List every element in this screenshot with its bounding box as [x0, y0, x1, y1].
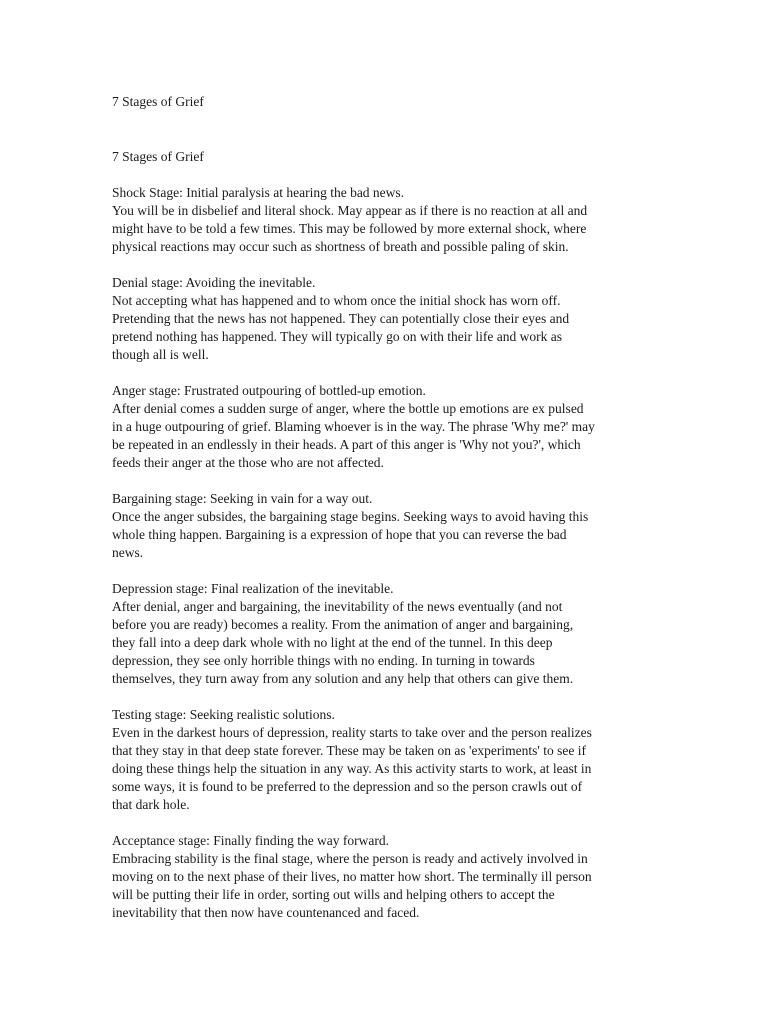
body-line: Even in the darkest hours of depression, reality starts to take over and the person realizes — [112, 725, 592, 740]
section-body — [112, 400, 652, 472]
body-line: inevitability that then now have countenanced and faced. — [112, 905, 420, 920]
document-heading: 7 Stages of Grief — [112, 149, 204, 164]
body-line: After denial comes a sudden surge of anger, where the bottle up emotions are ex pulsed — [112, 401, 584, 416]
section-shock — [112, 184, 652, 256]
body-line: After denial, anger and bargaining, the inevitability of the news eventually (and not — [112, 599, 563, 614]
body-line: doing these things help the situation in any way. As this activity starts to work, at least in — [112, 761, 592, 776]
section-body — [112, 202, 652, 256]
section-title: Shock Stage: Initial paralysis at hearing the bad news. — [112, 185, 405, 200]
section-depression — [112, 580, 652, 688]
section-denial — [112, 274, 652, 364]
section-anger — [112, 382, 652, 472]
document-page — [112, 93, 652, 922]
body-line: might have to be told a few times. This may be followed by more external shock, where — [112, 221, 587, 236]
body-line: Once the anger subsides, the bargaining stage begins. Seeking ways to avoid having this — [112, 509, 589, 524]
body-line: in a huge outpouring of grief. Blaming whoever is in the way. The phrase 'Why me?' may — [112, 419, 595, 434]
body-line: be repeated in an endlessly in their heads. A part of this anger is 'Why not you?', which — [112, 437, 581, 452]
body-line: pretend nothing has happened. They will typically go on with their life and work as — [112, 329, 563, 344]
document-title: 7 Stages of Grief — [112, 94, 204, 109]
section-acceptance — [112, 832, 652, 922]
body-line: depression, they see only horrible things with no ending. In turning in towards — [112, 653, 535, 668]
body-line: Not accepting what has happened and to whom once the initial shock has worn off. — [112, 293, 561, 308]
body-line: news. — [112, 545, 144, 560]
body-line: physical reactions may occur such as shortness of breath and possible paling of skin. — [112, 239, 569, 254]
body-line: some ways, it is found to be preferred to the depression and so the person crawls out of — [112, 779, 583, 794]
body-line: Embracing stability is the final stage, where the person is ready and actively involved in — [112, 851, 588, 866]
section-body — [112, 508, 652, 562]
section-body — [112, 598, 652, 688]
section-bargaining — [112, 490, 652, 562]
body-line: Pretending that the news has not happened. They can potentially close their eyes and — [112, 311, 570, 326]
section-title: Testing stage: Seeking realistic solutions. — [112, 707, 335, 722]
body-line: though all is well. — [112, 347, 209, 362]
section-title: Denial stage: Avoiding the inevitable. — [112, 275, 316, 290]
body-line: themselves, they turn away from any solution and any help that others can give them. — [112, 671, 574, 686]
section-body — [112, 292, 652, 364]
body-line: will be putting their life in order, sorting out wills and helping others to accept the — [112, 887, 555, 902]
body-line: they fall into a deep dark whole with no light at the end of the tunnel. In this deep — [112, 635, 553, 650]
body-line: before you are ready) becomes a reality. From the animation of anger and bargaining, — [112, 617, 574, 632]
body-line: whole thing happen. Bargaining is a expression of hope that you can reverse the bad — [112, 527, 567, 542]
section-title: Acceptance stage: Finally finding the way forward. — [112, 833, 390, 848]
section-body — [112, 724, 652, 814]
body-line: that dark hole. — [112, 797, 190, 812]
section-title: Anger stage: Frustrated outpouring of bottled-up emotion. — [112, 383, 426, 398]
body-line: You will be in disbelief and literal shock. May appear as if there is no reaction at all and — [112, 203, 588, 218]
body-line: moving on to the next phase of their lives, no matter how short. The terminally ill person — [112, 869, 592, 884]
section-title: Depression stage: Final realization of the inevitable. — [112, 581, 394, 596]
section-testing — [112, 706, 652, 814]
body-line: that they stay in that deep state forever. These may be taken on as 'experiments' to see if — [112, 743, 586, 758]
body-line: feeds their anger at the those who are not affected. — [112, 455, 384, 470]
section-title: Bargaining stage: Seeking in vain for a way out. — [112, 491, 373, 506]
section-body — [112, 850, 652, 922]
